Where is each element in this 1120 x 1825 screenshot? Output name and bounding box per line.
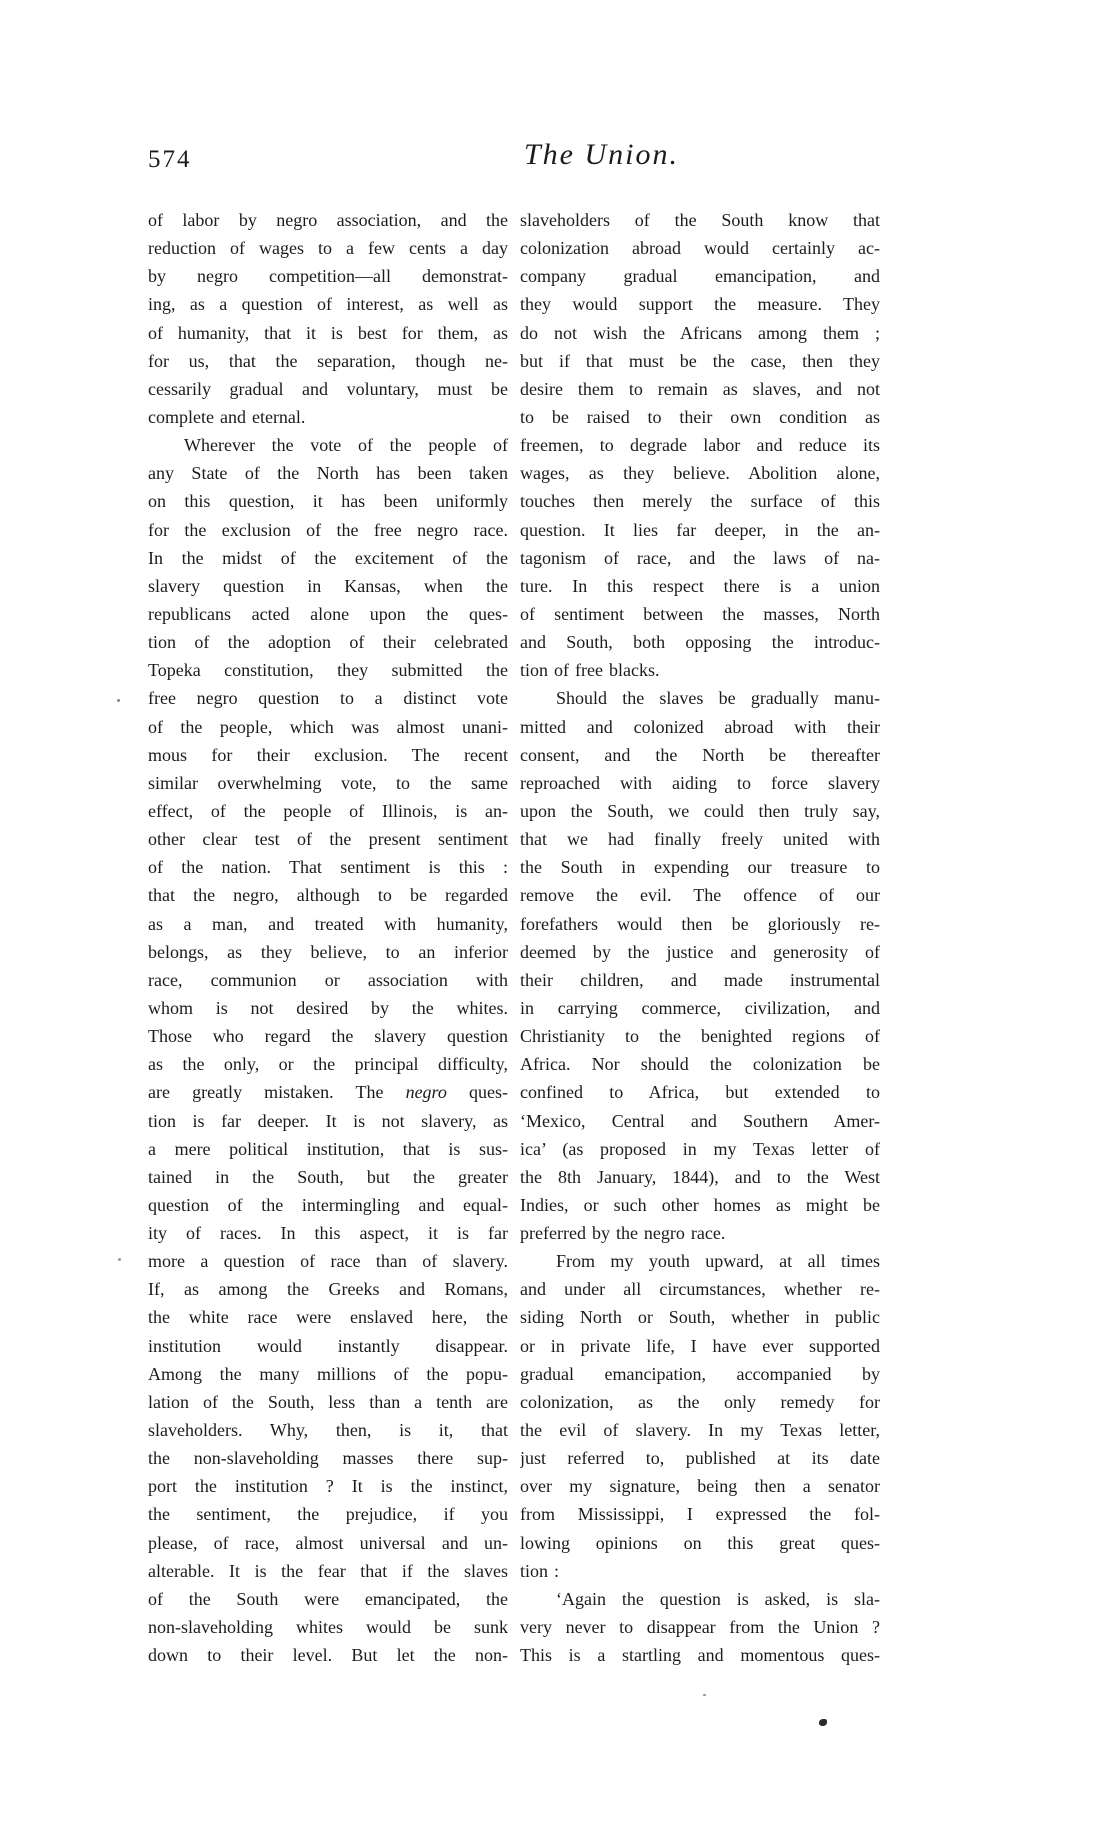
text-line: Among the many millions of the popu- — [148, 1363, 508, 1384]
text-line: lation of the South, less than a tenth are — [148, 1391, 508, 1412]
text-line: colonization, as the only remedy for — [520, 1391, 880, 1412]
text-line: down to their level. But let the non- — [148, 1645, 508, 1666]
text-line: their children, and made instrumental — [520, 969, 880, 990]
text-line: tion of free blacks. — [520, 660, 660, 681]
text-line: that we had finally freely united with — [520, 829, 880, 850]
text-line: in carrying commerce, civilization, and — [520, 997, 880, 1018]
text-line: tion : — [520, 1560, 560, 1581]
ink-speck — [703, 1694, 706, 1696]
text-line: by negro competition—all demonstrat- — [148, 266, 508, 287]
text-line: freemen, to degrade labor and reduce its — [520, 435, 880, 456]
text-line: mous for their exclusion. The recent — [148, 744, 508, 765]
text-line: slavery question in Kansas, when the — [148, 575, 508, 596]
ink-speck — [117, 699, 120, 702]
text-line: over my signature, being then a senator — [520, 1476, 880, 1497]
text-line: Should the slaves be gradually manu- — [556, 688, 880, 709]
text-line: company gradual emancipation, and — [520, 266, 880, 287]
text-line: Indies, or such other homes as might be — [520, 1194, 880, 1215]
text-line: as a man, and treated with humanity, — [148, 913, 508, 934]
text-line: confined to Africa, but extended to — [520, 1082, 880, 1103]
text-line: reduction of wages to a few cents a day — [148, 238, 508, 259]
text-line: Christianity to the benighted regions of — [520, 1026, 880, 1047]
text-line: In the midst of the excitement of the — [148, 547, 508, 568]
text-line: ‘Mexico, Central and Southern Amer- — [520, 1110, 880, 1131]
text-line: ‘Again the question is asked, is sla- — [556, 1588, 880, 1609]
text-line: question of the intermingling and equal- — [148, 1194, 508, 1215]
text-line: tion is far deeper. It is not slavery, as — [148, 1110, 508, 1131]
page-number: 574 — [148, 146, 192, 173]
text-line: that the negro, although to be regarded — [148, 885, 508, 906]
text-line: gradual emancipation, accompanied by — [520, 1363, 880, 1384]
text-line: on this question, it has been uniformly — [148, 491, 508, 512]
text-line: do not wish the Africans among them ; — [520, 322, 880, 343]
text-line: very never to disappear from the Union ? — [520, 1617, 880, 1638]
text-line: any State of the North has been taken — [148, 463, 508, 484]
text-line: remove the evil. The offence of our — [520, 885, 880, 906]
text-line: tained in the South, but the greater — [148, 1166, 508, 1187]
text-line: consent, and the North be thereafter — [520, 744, 880, 765]
text-line: a mere political institution, that is sus- — [148, 1138, 508, 1159]
text-line: the 8th January, 1844), and to the West — [520, 1166, 880, 1187]
text-line: of the nation. That sentiment is this : — [148, 857, 508, 878]
text-line: from Mississippi, I expressed the fol- — [520, 1504, 880, 1525]
text-line: question. It lies far deeper, in the an- — [520, 519, 880, 540]
text-line: other clear test of the present sentiment — [148, 829, 508, 850]
text-line: please, of race, almost universal and un- — [148, 1532, 508, 1553]
text-line: and under all circumstances, whether re- — [520, 1279, 880, 1300]
running-title: The Union. — [524, 138, 679, 171]
text-line: preferred by the negro race. — [520, 1223, 726, 1244]
right-column — [520, 206, 880, 1669]
text-line: republicans acted alone upon the ques- — [148, 603, 508, 624]
text-line: the sentiment, the prejudice, if you — [148, 1504, 508, 1525]
text-line: of labor by negro association, and the — [148, 210, 508, 230]
text-line: effect, of the people of Illinois, is an- — [148, 800, 508, 821]
text-line: From my youth upward, at all times — [556, 1251, 880, 1272]
text-line: are greatly mistaken. The negro ques- — [148, 1082, 508, 1103]
text-line: slaveholders. Why, then, is it, that — [148, 1420, 508, 1441]
text-line: This is a startling and momentous ques- — [520, 1645, 880, 1666]
text-line: the evil of slavery. In my Texas letter, — [520, 1420, 880, 1441]
text-line: tion of the adoption of their celebrated — [148, 632, 508, 653]
text-line: institution would instantly disappear. — [148, 1335, 508, 1356]
text-line: the white race were enslaved here, the — [148, 1307, 508, 1328]
text-line: mitted and colonized abroad with their — [520, 716, 880, 737]
text-line: ica’ (as proposed in my Texas letter of — [520, 1138, 880, 1159]
text-line: for the exclusion of the free negro race. — [148, 519, 508, 540]
text-line: just referred to, published at its date — [520, 1448, 880, 1469]
text-line: cessarily gradual and voluntary, must be — [148, 378, 508, 399]
ink-speck — [118, 1258, 121, 1261]
text-line: siding North or South, whether in public — [520, 1307, 880, 1328]
text-line: of the people, which was almost unani- — [148, 716, 508, 737]
text-line: for us, that the separation, though ne- — [148, 350, 508, 371]
text-line: belongs, as they believe, to an inferior — [148, 941, 508, 962]
left-column — [148, 206, 508, 1669]
text-line: or in private life, I have ever supported — [520, 1335, 880, 1356]
ink-speck — [819, 1719, 827, 1726]
text-line: Those who regard the slavery question — [148, 1026, 508, 1047]
text-line: of humanity, that it is best for them, as — [148, 322, 508, 343]
text-line: the non-slaveholding masses there sup- — [148, 1448, 508, 1469]
text-line: Topeka constitution, they submitted the — [148, 660, 508, 681]
text-line: similar overwhelming vote, to the same — [148, 772, 508, 793]
text-line: the South in expending our treasure to — [520, 857, 880, 878]
text-line: whom is not desired by the whites. — [148, 997, 508, 1018]
text-line: wages, as they believe. Abolition alone, — [520, 463, 880, 484]
text-line: of sentiment between the masses, North — [520, 603, 880, 624]
text-line: to be raised to their own condition as — [520, 406, 880, 427]
text-line: If, as among the Greeks and Romans, — [148, 1279, 508, 1300]
text-line: Wherever the vote of the people of — [184, 435, 508, 456]
text-line: but if that must be the case, then they — [520, 350, 880, 371]
text-line: they would support the measure. They — [520, 294, 880, 315]
text-line: tagonism of race, and the laws of na- — [520, 547, 880, 568]
text-line: ture. In this respect there is a union — [520, 575, 880, 596]
text-line: ity of races. In this aspect, it is far — [148, 1223, 508, 1244]
text-line: and South, both opposing the introduc- — [520, 632, 880, 653]
text-line: complete and eternal. — [148, 406, 306, 427]
text-line: free negro question to a distinct vote — [148, 688, 508, 709]
text-line: ing, as a question of interest, as well as — [148, 294, 508, 315]
text-line: slaveholders of the South know that — [520, 210, 880, 230]
text-line: deemed by the justice and generosity of — [520, 941, 880, 962]
text-line: as the only, or the principal difficulty, — [148, 1054, 508, 1075]
text-line: alterable. It is the fear that if the slaves — [148, 1560, 508, 1581]
text-line: of the South were emancipated, the — [148, 1588, 508, 1609]
text-line: Africa. Nor should the colonization be — [520, 1054, 880, 1075]
text-line: lowing opinions on this great ques- — [520, 1532, 880, 1553]
text-line: desire them to remain as slaves, and not — [520, 378, 880, 399]
text-line: reproached with aiding to force slavery — [520, 772, 880, 793]
text-line: upon the South, we could then truly say, — [520, 800, 880, 821]
text-line: touches then merely the surface of this — [520, 491, 880, 512]
text-line: port the institution ? It is the instinct, — [148, 1476, 508, 1497]
text-line: colonization abroad would certainly ac- — [520, 238, 880, 259]
text-line: non-slaveholding whites would be sunk — [148, 1617, 508, 1638]
text-line: more a question of race than of slavery. — [148, 1251, 508, 1272]
text-line: forefathers would then be gloriously re- — [520, 913, 880, 934]
text-line: race, communion or association with — [148, 969, 508, 990]
